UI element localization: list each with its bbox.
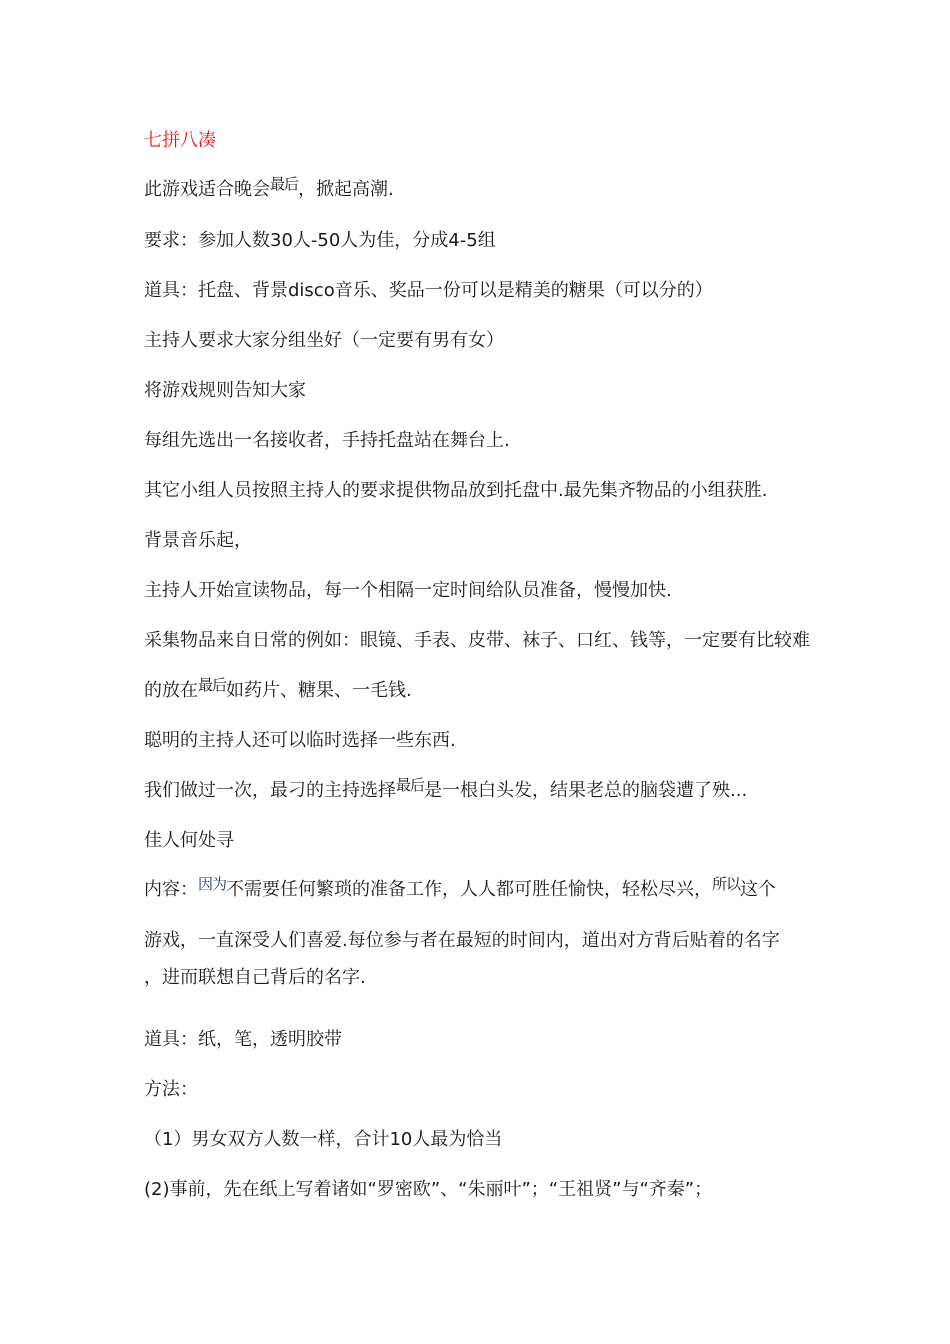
paragraph-line xyxy=(144,676,412,703)
text-span: 的放在 xyxy=(144,680,198,701)
section-title-qipinbacou: 七拼八凑 xyxy=(144,130,216,151)
paragraph-line xyxy=(144,776,748,803)
paragraph-line: 道具：纸，笔，透明胶带 xyxy=(144,1029,342,1050)
paragraph-line: (2)事前，先在纸上写着诸如“罗密欧”、“朱丽叶”；“王祖贤”与“齐秦”； xyxy=(144,1179,713,1200)
text-span: 此游戏适合晚会 xyxy=(144,179,270,200)
paragraph-line: 背景音乐起， xyxy=(144,530,252,551)
paragraph-line: 主持人要求大家分组坐好（一定要有男有女） xyxy=(144,330,504,351)
paragraph-line: 主持人开始宣读物品，每一个相隔一定时间给队员准备，慢慢加快. xyxy=(144,580,672,601)
inserted-word: 最后 xyxy=(270,175,299,193)
paragraph-line: 其它小组人员按照主持人的要求提供物品放到托盘中.最先集齐物品的小组获胜. xyxy=(144,480,768,501)
paragraph-line: 聪明的主持人还可以临时选择一些东西. xyxy=(144,730,456,751)
paragraph-line: 将游戏规则告知大家 xyxy=(144,380,306,401)
inserted-word: 最后 xyxy=(198,676,227,694)
paragraph-line xyxy=(144,875,777,902)
text-span: 如药片、糖果、一毛钱. xyxy=(226,680,412,701)
text-span: 不需要任何繁琐的准备工作，人人都可胜任愉快，轻松尽兴， xyxy=(226,879,713,900)
inserted-word: 因为 xyxy=(198,875,227,893)
inserted-word: 所以 xyxy=(712,875,741,893)
paragraph-line: 游戏，一直深受人们喜爱.每位参与者在最短的时间内，道出对方背后贴着的名字 xyxy=(144,930,780,951)
paragraph-line xyxy=(144,175,394,202)
text-span: 我们做过一次，最刁的主持选择 xyxy=(144,780,396,801)
paragraph-line: 采集物品来自日常的例如：眼镜、手表、皮带、袜子、口红、钱等，一定要有比较难 xyxy=(144,630,810,651)
text-span: ，掀起高潮. xyxy=(298,179,394,200)
text-span: 这个 xyxy=(740,879,777,900)
paragraph-line: ，进而联想自己背后的名字. xyxy=(144,967,366,988)
paragraph-line: （1）男女双方人数一样，合计10人最为恰当 xyxy=(144,1129,503,1150)
paragraph-line: 方法： xyxy=(144,1079,198,1100)
paragraph-line: 每组先选出一名接收者，手持托盘站在舞台上. xyxy=(144,430,510,451)
text-span: 是一根白头发，结果老总的脑袋遭了殃... xyxy=(424,780,748,801)
text-span: 内容： xyxy=(144,879,198,900)
section-heading: 佳人何处寻 xyxy=(144,830,234,851)
paragraph-line: 道具：托盘、背景disco音乐、奖品一份可以是精美的糖果（可以分的） xyxy=(144,280,713,301)
paragraph-line: 要求：参加人数30人-50人为佳，分成4-5组 xyxy=(144,230,496,251)
inserted-word: 最后 xyxy=(396,776,425,794)
